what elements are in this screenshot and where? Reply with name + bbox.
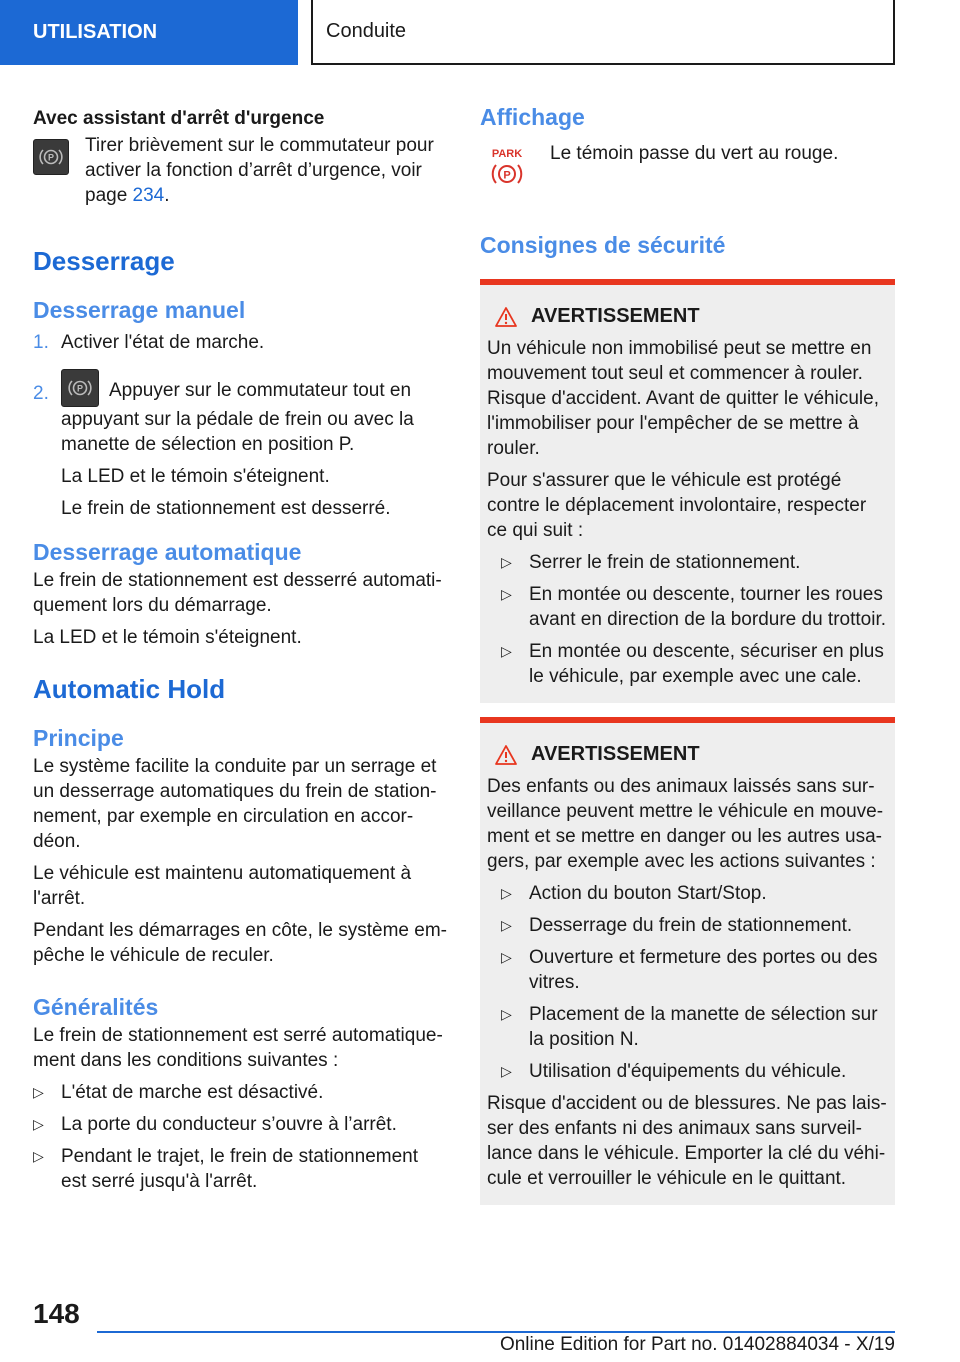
warning-list — [501, 550, 887, 689]
triangle-bullet-icon: ▷ — [501, 1063, 512, 1079]
list-item-text: Placement de la manette de sélection sur la position N. — [529, 1004, 878, 1050]
generalites-intro: Le frein de stationnement est serré automatique-ment dans les conditions suivantes : — [33, 1025, 443, 1071]
warning-paragraph: Des enfants ou des animaux laissés sans sur-veillance peuvent mettre le véhicule en mouve-ment et se mettre en danger ou les autres usa-gers, par exemple avec les actions suivantes : — [487, 776, 884, 872]
affichage-heading: Affichage — [480, 104, 585, 130]
step-number: 1. — [33, 332, 49, 353]
list-item — [33, 369, 448, 521]
warning-title-text: AVERTISSEMENT — [531, 743, 700, 765]
affichage-row — [480, 141, 895, 192]
manuel-after-1: La LED et le témoin s'éteignent. — [61, 466, 330, 487]
list-item-text: La porte du conducteur s’ouvre à l’arrêt. — [61, 1114, 397, 1135]
list-item — [501, 639, 887, 689]
list-item — [501, 945, 887, 995]
warning-list — [501, 881, 887, 1084]
triangle-bullet-icon: ▷ — [501, 885, 512, 901]
principe-para-2: Le véhicule est maintenu automatiquement à l'arrêt. — [33, 863, 412, 909]
svg-text:P: P — [503, 169, 511, 182]
triangle-bullet-icon: ▷ — [33, 1148, 44, 1164]
triangle-bullet-icon: ▷ — [501, 1006, 512, 1022]
park-label: PARK — [491, 148, 523, 160]
warning-title — [487, 305, 887, 328]
footer-edition: Online Edition for Part no. 01402884034 - X/19 — [499, 1334, 895, 1355]
list-item — [501, 913, 887, 938]
list-item-text: L'état de marche est désactivé. — [61, 1082, 324, 1103]
step-text: Appuyer sur le commutateur tout en appuyant sur la pédale de frein ou avec la manette de sélection en position P. — [61, 380, 414, 455]
list-item — [501, 1002, 887, 1052]
manuel-steps — [33, 330, 448, 521]
list-item-text: Serrer le frein de stationnement. — [529, 552, 801, 573]
warning-triangle-icon — [495, 307, 517, 327]
step-text: Activer l'état de marche. — [61, 332, 265, 353]
list-item — [33, 1144, 448, 1194]
triangle-bullet-icon: ▷ — [501, 586, 512, 602]
warning-title-text: AVERTISSEMENT — [531, 305, 700, 327]
list-item — [501, 1059, 887, 1084]
triangle-bullet-icon: ▷ — [33, 1084, 44, 1100]
principe-heading: Principe — [33, 725, 124, 751]
park-indicator-icon — [488, 145, 526, 192]
list-item — [33, 1080, 448, 1105]
warning-paragraph: Pour s'assurer que le véhicule est protégé contre le déplacement involontaire, respecter ce qui suit : — [487, 470, 867, 541]
auto-para-2: La LED et le témoin s'éteignent. — [33, 627, 302, 648]
warning-paragraph: Un véhicule non immobilisé peut se mettre en mouvement tout seul et commencer à rouler. Risque d'accident. Avant de quitter le véhicule, l'immobiliser pour l'empêcher de se mettre à rouler. — [487, 338, 879, 459]
footer-divider — [97, 1331, 895, 1333]
header-chapter-tab — [311, 0, 895, 65]
header-section-tab — [0, 0, 298, 65]
header-section-label: UTILISATION — [33, 21, 158, 43]
warning-title — [487, 743, 887, 766]
warning-triangle-icon — [495, 745, 517, 765]
list-item-text: Ouverture et fermeture des portes ou des vitres. — [529, 947, 878, 993]
hold-heading: Automatic Hold — [33, 674, 226, 704]
list-item-text: En montée ou descente, tourner les roues avant en direction de la bordure du trottoir. — [529, 584, 887, 630]
page-number: 148 — [33, 1298, 80, 1329]
generalites-list — [33, 1080, 448, 1194]
emergency-page-link[interactable]: 234 — [132, 185, 165, 206]
header-chapter-label: Conduite — [326, 20, 407, 42]
svg-text:P: P — [76, 383, 84, 394]
warning-box-2 — [480, 717, 895, 1205]
list-item — [501, 582, 887, 632]
manuel-after-2: Le frein de stationnement est desserré. — [61, 498, 391, 519]
parking-brake-icon — [33, 139, 69, 175]
auto-para-1: Le frein de stationnement est desserré automati-quement lors du démarrage. — [33, 570, 442, 616]
right-column — [480, 100, 895, 1205]
principe-para-1: Le système facilite la conduite par un serrage et un desserrage automatiques du frein de station-nement, par exemple en circulation en accor-déon. — [33, 756, 437, 852]
list-item-text: Desserrage du frein de stationnement. — [529, 915, 853, 936]
emergency-text: Tirer brièvement sur le commutateur pour activer la fonction d’arrêt d’urgence, voir page — [85, 135, 434, 206]
desserrage-heading: Desserrage — [33, 246, 175, 276]
left-column — [33, 100, 448, 1194]
triangle-bullet-icon: ▷ — [33, 1116, 44, 1132]
emergency-paragraph — [33, 133, 448, 208]
list-item-text: En montée ou descente, sécuriser en plus le véhicule, par exemple avec une cale. — [529, 641, 884, 687]
triangle-bullet-icon: ▷ — [501, 643, 512, 659]
triangle-bullet-icon: ▷ — [501, 949, 512, 965]
consignes-heading: Consignes de sécurité — [480, 232, 726, 258]
list-item — [501, 550, 887, 575]
list-item-text: Utilisation d'équipements du véhicule. — [529, 1061, 847, 1082]
emergency-end: . — [164, 185, 170, 206]
manuel-heading: Desserrage manuel — [33, 297, 246, 323]
generalites-heading: Généralités — [33, 994, 159, 1020]
list-item-text: Pendant le trajet, le frein de stationnement est serré jusqu'à l'arrêt. — [61, 1146, 419, 1192]
triangle-bullet-icon: ▷ — [501, 554, 512, 570]
step-number: 2. — [33, 383, 49, 404]
auto-heading: Desserrage automatique — [33, 539, 302, 565]
affichage-text: Le témoin passe du vert au rouge. — [550, 143, 839, 164]
svg-text:P: P — [47, 152, 55, 163]
list-item — [33, 330, 448, 355]
list-item — [33, 1112, 448, 1137]
warning-box-1 — [480, 279, 895, 703]
principe-para-3: Pendant les démarrages en côte, le système em-pêche le véhicule de reculer. — [33, 920, 447, 966]
emergency-title: Avec assistant d'arrêt d'urgence — [33, 108, 325, 129]
parking-brake-icon — [61, 369, 99, 407]
warning-paragraph: Risque d'accident ou de blessures. Ne pas lais-ser des enfants ni des animaux sans surveil-lance dans le véhicule. Emporter la clé du véhi-cule et verrouiller le véhicule en le quittant. — [487, 1093, 887, 1189]
triangle-bullet-icon: ▷ — [501, 917, 512, 933]
list-item-text: Action du bouton Start/Stop. — [529, 883, 767, 904]
list-item — [501, 881, 887, 906]
